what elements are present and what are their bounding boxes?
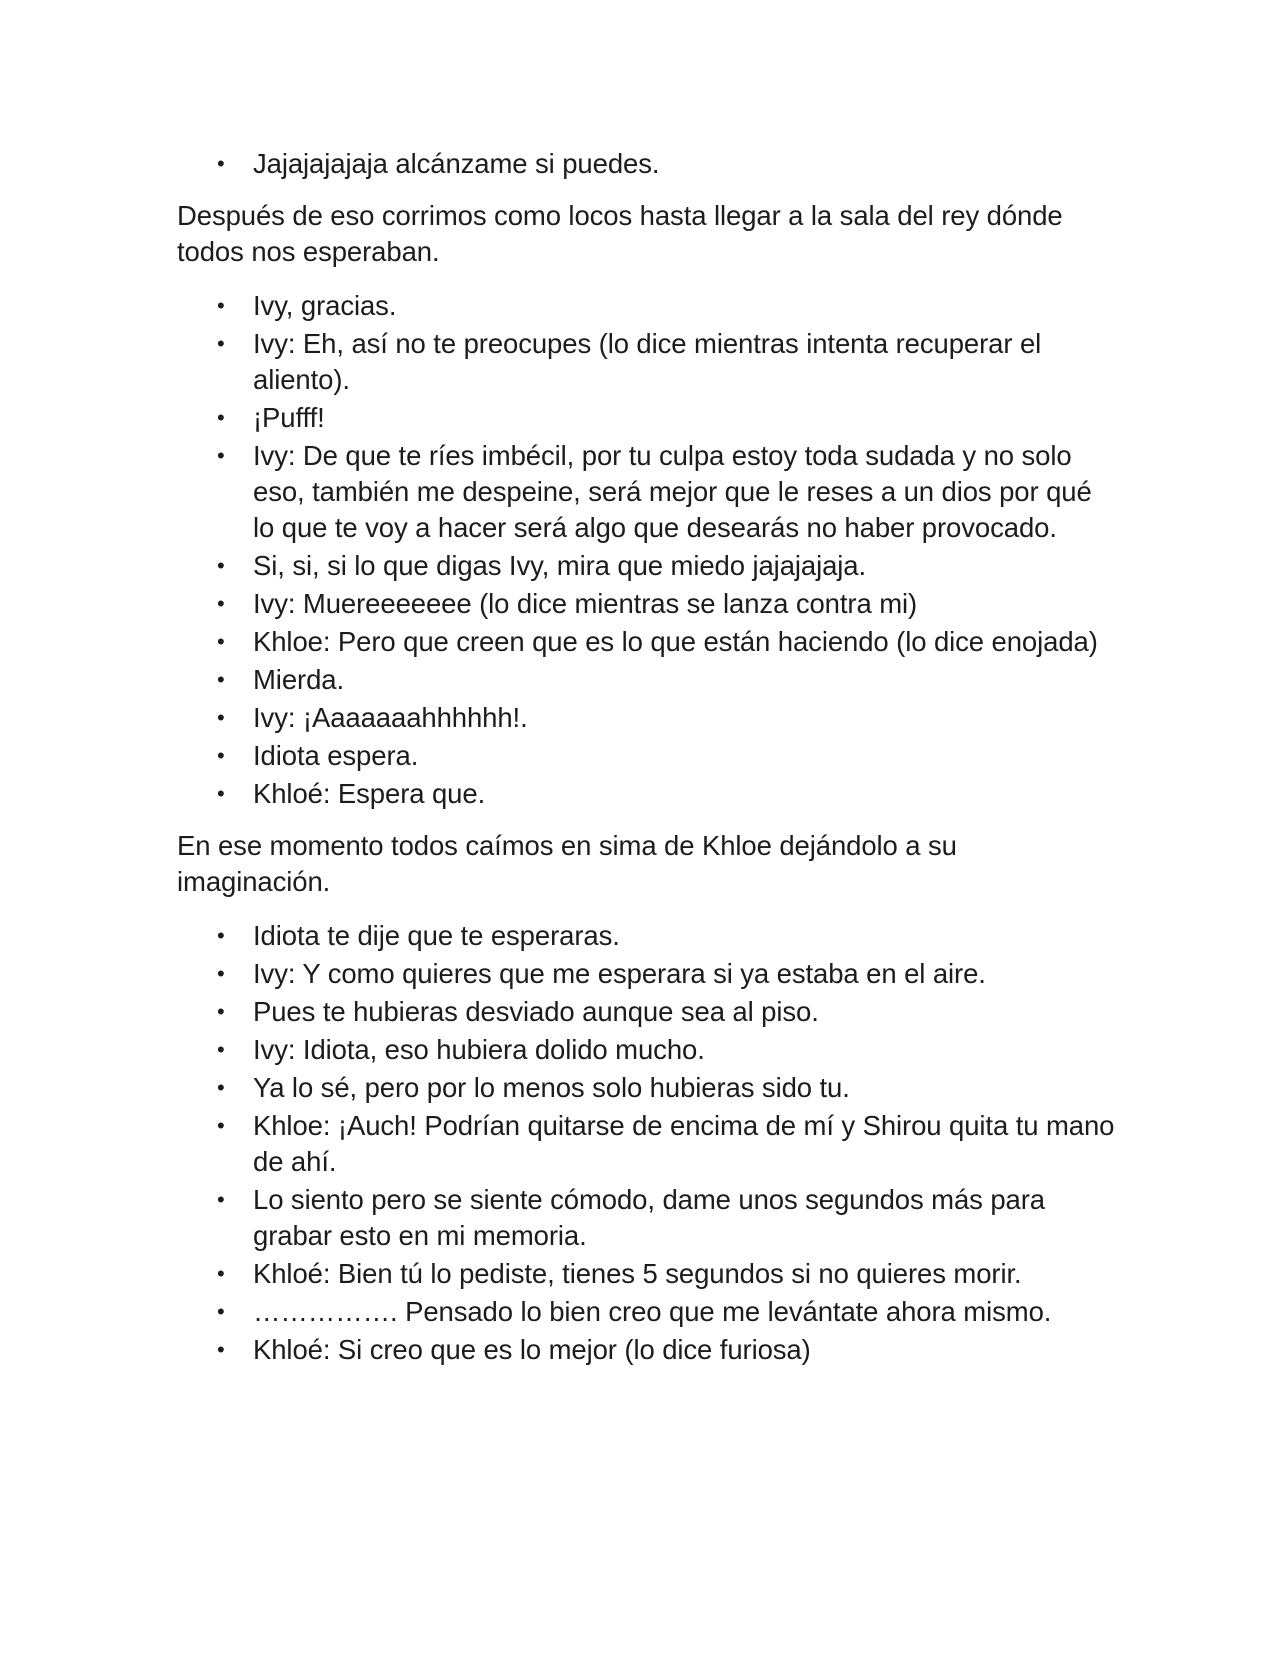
dialogue-line bbox=[177, 1294, 1117, 1330]
dialogue-text: Ivy: Muereeeeeee (lo dice mientras se lanza contra mi) bbox=[253, 588, 918, 619]
dialogue-line bbox=[177, 1256, 1117, 1292]
bullet-icon: • bbox=[217, 293, 225, 318]
dialogue-text: Khloé: Si creo que es lo mejor (lo dice furiosa) bbox=[253, 1334, 811, 1365]
dialogue-text: Idiota te dije que te esperaras. bbox=[253, 920, 620, 951]
dialogue-text: Ivy, gracias. bbox=[253, 290, 397, 321]
bullet-icon: • bbox=[217, 667, 225, 692]
dialogue-line bbox=[177, 438, 1117, 546]
bullet-icon: • bbox=[217, 923, 225, 948]
dialogue-line bbox=[177, 738, 1117, 774]
dialogue-line bbox=[177, 1332, 1117, 1368]
dialogue-text: Ivy: ¡Aaaaaaahhhhhh!. bbox=[253, 702, 528, 733]
dialogue-text: Ivy: Y como quieres que me esperara si ya estaba en el aire. bbox=[253, 958, 986, 989]
bullet-icon: • bbox=[217, 1187, 225, 1212]
bullet-icon: • bbox=[217, 1261, 225, 1286]
dialogue-text: Lo siento pero se siente cómodo, dame unos segundos más para grabar esto en mi memoria. bbox=[253, 1184, 1045, 1251]
dialogue-line bbox=[177, 1032, 1117, 1068]
dialogue-text: Jajajajajaja alcánzame si puedes. bbox=[253, 148, 660, 179]
dialogue-line bbox=[177, 776, 1117, 812]
bullet-icon: • bbox=[217, 1037, 225, 1062]
dialogue-line bbox=[177, 1108, 1117, 1180]
dialogue-line bbox=[177, 146, 1117, 182]
dialogue-list-1 bbox=[177, 146, 1117, 182]
dialogue-line bbox=[177, 700, 1117, 736]
bullet-icon: • bbox=[217, 1299, 225, 1324]
dialogue-text: Idiota espera. bbox=[253, 740, 419, 771]
bullet-icon: • bbox=[217, 553, 225, 578]
dialogue-text: Ya lo sé, pero por lo menos solo hubieras sido tu. bbox=[253, 1072, 850, 1103]
dialogue-line bbox=[177, 1070, 1117, 1106]
dialogue-line bbox=[177, 548, 1117, 584]
page-content bbox=[177, 146, 1117, 1370]
bullet-icon: • bbox=[217, 1113, 225, 1138]
dialogue-line bbox=[177, 288, 1117, 324]
dialogue-list-2 bbox=[177, 288, 1117, 812]
narration-paragraph-2: En ese momento todos caímos en sima de Khloe dejándolo a su imaginación. bbox=[177, 830, 957, 897]
dialogue-line bbox=[177, 326, 1117, 398]
dialogue-text: ……………. Pensado lo bien creo que me levántate ahora mismo. bbox=[253, 1296, 1052, 1327]
dialogue-text: Ivy: De que te ríes imbécil, por tu culpa estoy toda sudada y no solo eso, también me despeine, será mejor que le reses a un dios por qué lo que te voy a hacer será algo que desearás no haber provocado. bbox=[253, 440, 1092, 543]
bullet-icon: • bbox=[217, 743, 225, 768]
dialogue-text: Khloe: Pero que creen que es lo que están haciendo (lo dice enojada) bbox=[253, 626, 1098, 657]
dialogue-line bbox=[177, 956, 1117, 992]
bullet-icon: • bbox=[217, 151, 225, 176]
bullet-icon: • bbox=[217, 629, 225, 654]
bullet-icon: • bbox=[217, 705, 225, 730]
bullet-icon: • bbox=[217, 331, 225, 356]
bullet-icon: • bbox=[217, 781, 225, 806]
dialogue-line bbox=[177, 624, 1117, 660]
dialogue-text: Si, si, si lo que digas Ivy, mira que miedo jajajajaja. bbox=[253, 550, 867, 581]
bullet-icon: • bbox=[217, 1075, 225, 1100]
dialogue-list-3 bbox=[177, 918, 1117, 1368]
dialogue-text: ¡Pufff! bbox=[253, 402, 325, 433]
bullet-icon: • bbox=[217, 999, 225, 1024]
dialogue-line bbox=[177, 918, 1117, 954]
dialogue-text: Khloé: Espera que. bbox=[253, 778, 486, 809]
bullet-icon: • bbox=[217, 1337, 225, 1362]
bullet-icon: • bbox=[217, 591, 225, 616]
bullet-icon: • bbox=[217, 961, 225, 986]
bullet-icon: • bbox=[217, 443, 225, 468]
dialogue-line bbox=[177, 994, 1117, 1030]
dialogue-text: Mierda. bbox=[253, 664, 344, 695]
dialogue-text: Khloe: ¡Auch! Podrían quitarse de encima de mí y Shirou quita tu mano de ahí. bbox=[253, 1110, 1115, 1177]
dialogue-text: Khloé: Bien tú lo pediste, tienes 5 segundos si no quieres morir. bbox=[253, 1258, 1022, 1289]
dialogue-line bbox=[177, 400, 1117, 436]
dialogue-line bbox=[177, 1182, 1117, 1254]
dialogue-line bbox=[177, 586, 1117, 622]
narration-paragraph-1: Después de eso corrimos como locos hasta llegar a la sala del rey dónde todos nos esperaban. bbox=[177, 200, 1063, 267]
dialogue-line bbox=[177, 662, 1117, 698]
bullet-icon: • bbox=[217, 405, 225, 430]
dialogue-text: Ivy: Eh, así no te preocupes (lo dice mientras intenta recuperar el aliento). bbox=[253, 328, 1042, 395]
dialogue-text: Ivy: Idiota, eso hubiera dolido mucho. bbox=[253, 1034, 705, 1065]
dialogue-text: Pues te hubieras desviado aunque sea al piso. bbox=[253, 996, 819, 1027]
